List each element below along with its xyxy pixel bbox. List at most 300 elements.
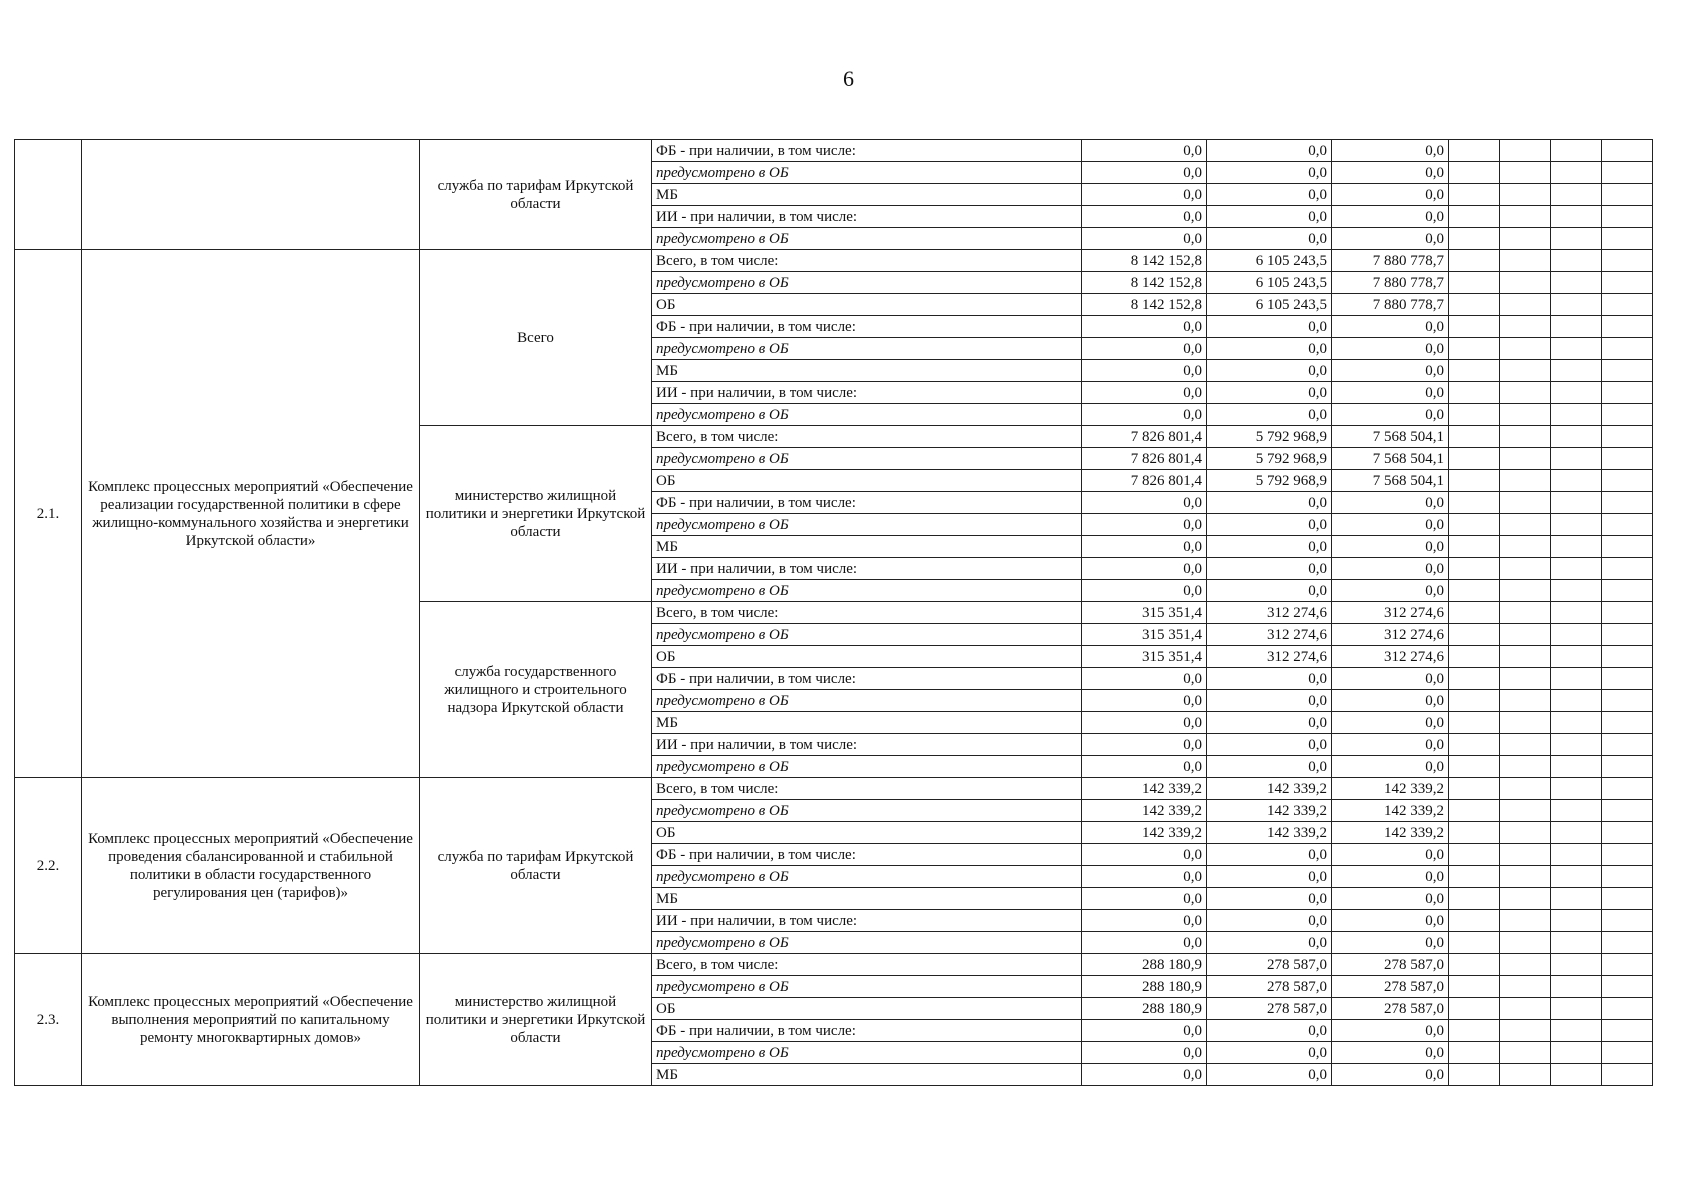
amount-cell: 0,0 [1082,712,1207,734]
amount-cell: 0,0 [1082,514,1207,536]
amount-cell: 5 792 968,9 [1207,470,1332,492]
empty-cell [1449,206,1500,228]
empty-cell [1602,932,1653,954]
amount-cell: 0,0 [1332,580,1449,602]
amount-cell: 6 105 243,5 [1207,294,1332,316]
amount-cell: 0,0 [1082,756,1207,778]
amount-cell: 0,0 [1332,228,1449,250]
amount-cell: 8 142 152,8 [1082,250,1207,272]
empty-cell [1500,602,1551,624]
empty-cell [1551,404,1602,426]
empty-cell [1500,382,1551,404]
empty-cell [1551,800,1602,822]
empty-cell [1551,492,1602,514]
empty-cell [1500,734,1551,756]
amount-cell: 0,0 [1082,492,1207,514]
empty-cell [1602,360,1653,382]
empty-cell [1551,536,1602,558]
empty-cell [1500,580,1551,602]
empty-cell [1449,624,1500,646]
amount-cell: 288 180,9 [1082,998,1207,1020]
funding-source-label: ИИ - при наличии, в том числе: [652,734,1082,756]
amount-cell: 0,0 [1332,690,1449,712]
amount-cell: 0,0 [1332,206,1449,228]
empty-cell [1449,822,1500,844]
amount-cell: 315 351,4 [1082,624,1207,646]
empty-cell [1500,492,1551,514]
funding-source-label: предусмотрено в ОБ [652,976,1082,998]
amount-cell: 0,0 [1332,404,1449,426]
amount-cell: 0,0 [1332,162,1449,184]
empty-cell [1500,778,1551,800]
empty-cell [1449,602,1500,624]
empty-cell [1500,866,1551,888]
amount-cell: 0,0 [1082,1064,1207,1086]
amount-cell: 0,0 [1332,756,1449,778]
empty-cell [1551,206,1602,228]
amount-cell: 5 792 968,9 [1207,426,1332,448]
empty-cell [1602,690,1653,712]
empty-cell [1602,1042,1653,1064]
amount-cell: 0,0 [1082,360,1207,382]
empty-cell [1500,206,1551,228]
empty-cell [1602,272,1653,294]
amount-cell: 278 587,0 [1332,998,1449,1020]
amount-cell: 142 339,2 [1207,800,1332,822]
empty-cell [1551,888,1602,910]
funding-source-label: предусмотрено в ОБ [652,800,1082,822]
amount-cell: 0,0 [1332,360,1449,382]
amount-cell: 0,0 [1082,734,1207,756]
amount-cell: 288 180,9 [1082,954,1207,976]
amount-cell: 0,0 [1082,910,1207,932]
empty-cell [1500,954,1551,976]
empty-cell [1449,250,1500,272]
funding-source-label: Всего, в том числе: [652,954,1082,976]
empty-cell [1602,866,1653,888]
amount-cell: 0,0 [1207,1020,1332,1042]
empty-cell [1602,844,1653,866]
empty-cell [1602,954,1653,976]
amount-cell: 8 142 152,8 [1082,272,1207,294]
empty-cell [1602,602,1653,624]
empty-cell [1500,250,1551,272]
empty-cell [1449,162,1500,184]
funding-source-label: предусмотрено в ОБ [652,866,1082,888]
empty-cell [1602,206,1653,228]
empty-cell [1449,998,1500,1020]
empty-cell [1602,734,1653,756]
empty-cell [1449,580,1500,602]
empty-cell [1602,404,1653,426]
empty-cell [1500,470,1551,492]
amount-cell: 312 274,6 [1332,624,1449,646]
empty-cell [1449,272,1500,294]
empty-cell [1602,800,1653,822]
empty-cell [1449,360,1500,382]
amount-cell: 142 339,2 [1207,822,1332,844]
amount-cell: 7 880 778,7 [1332,272,1449,294]
executor-cell: служба государственного жилищного и строительного надзора Иркутской области [420,602,652,778]
empty-cell [1500,272,1551,294]
empty-cell [1500,184,1551,206]
funding-source-label: МБ [652,184,1082,206]
table-body [15,140,1653,1086]
amount-cell: 7 826 801,4 [1082,470,1207,492]
empty-cell [1500,1042,1551,1064]
empty-cell [1449,646,1500,668]
empty-cell [1551,272,1602,294]
funding-source-label: ФБ - при наличии, в том числе: [652,316,1082,338]
empty-cell [1602,712,1653,734]
executor-cell: министерство жилищной политики и энергетики Иркутской области [420,954,652,1086]
funding-source-label: ИИ - при наличии, в том числе: [652,910,1082,932]
empty-cell [1449,294,1500,316]
amount-cell: 0,0 [1207,140,1332,162]
amount-cell: 0,0 [1332,888,1449,910]
empty-cell [1500,712,1551,734]
funding-source-label: ОБ [652,646,1082,668]
amount-cell: 0,0 [1207,536,1332,558]
amount-cell: 278 587,0 [1207,998,1332,1020]
empty-cell [1602,624,1653,646]
empty-cell [1449,426,1500,448]
amount-cell: 0,0 [1082,558,1207,580]
amount-cell: 0,0 [1207,514,1332,536]
table-row [15,954,1653,976]
empty-cell [1551,470,1602,492]
amount-cell: 278 587,0 [1207,954,1332,976]
empty-cell [1602,228,1653,250]
empty-cell [1500,536,1551,558]
amount-cell: 0,0 [1207,162,1332,184]
amount-cell: 0,0 [1207,360,1332,382]
amount-cell: 0,0 [1082,668,1207,690]
empty-cell [1551,976,1602,998]
amount-cell: 0,0 [1332,866,1449,888]
funding-source-label: предусмотрено в ОБ [652,756,1082,778]
funding-source-label: предусмотрено в ОБ [652,404,1082,426]
empty-cell [1551,866,1602,888]
empty-cell [1500,888,1551,910]
amount-cell: 0,0 [1082,184,1207,206]
amount-cell: 0,0 [1082,844,1207,866]
funding-source-label: предусмотрено в ОБ [652,690,1082,712]
empty-cell [1500,756,1551,778]
empty-cell [1551,998,1602,1020]
funding-source-label: Всего, в том числе: [652,602,1082,624]
amount-cell: 278 587,0 [1207,976,1332,998]
empty-cell [1602,250,1653,272]
empty-cell [1602,448,1653,470]
empty-cell [1551,756,1602,778]
empty-cell [1449,536,1500,558]
amount-cell: 0,0 [1082,162,1207,184]
amount-cell: 0,0 [1207,1064,1332,1086]
section-code-cell: 2.2. [15,778,82,954]
amount-cell: 0,0 [1207,492,1332,514]
amount-cell: 278 587,0 [1332,954,1449,976]
amount-cell: 0,0 [1082,888,1207,910]
funding-source-label: предусмотрено в ОБ [652,514,1082,536]
amount-cell: 312 274,6 [1332,602,1449,624]
amount-cell: 315 351,4 [1082,646,1207,668]
empty-cell [1500,976,1551,998]
amount-cell: 0,0 [1207,558,1332,580]
empty-cell [1551,140,1602,162]
funding-source-label: МБ [652,1064,1082,1086]
amount-cell: 0,0 [1332,492,1449,514]
empty-cell [1551,646,1602,668]
amount-cell: 142 339,2 [1082,778,1207,800]
empty-cell [1449,800,1500,822]
amount-cell: 7 880 778,7 [1332,250,1449,272]
amount-cell: 0,0 [1082,580,1207,602]
empty-cell [1449,866,1500,888]
empty-cell [1449,514,1500,536]
amount-cell: 0,0 [1207,690,1332,712]
empty-cell [1449,228,1500,250]
funding-source-label: МБ [652,888,1082,910]
empty-cell [1449,690,1500,712]
funding-source-label: ОБ [652,998,1082,1020]
funding-source-label: предусмотрено в ОБ [652,624,1082,646]
amount-cell: 0,0 [1332,514,1449,536]
empty-cell [1500,646,1551,668]
amount-cell: 312 274,6 [1207,624,1332,646]
funding-source-label: Всего, в том числе: [652,778,1082,800]
amount-cell: 0,0 [1332,1064,1449,1086]
executor-cell: Всего [420,250,652,426]
empty-cell [1602,646,1653,668]
section-name-cell [82,140,420,250]
empty-cell [1551,1042,1602,1064]
table-row [15,778,1653,800]
amount-cell: 0,0 [1082,404,1207,426]
empty-cell [1500,624,1551,646]
amount-cell: 0,0 [1332,712,1449,734]
empty-cell [1551,1020,1602,1042]
empty-cell [1500,338,1551,360]
funding-source-label: предусмотрено в ОБ [652,932,1082,954]
empty-cell [1449,954,1500,976]
amount-cell: 142 339,2 [1082,800,1207,822]
empty-cell [1500,360,1551,382]
executor-cell: служба по тарифам Иркутской области [420,140,652,250]
empty-cell [1551,448,1602,470]
amount-cell: 0,0 [1207,866,1332,888]
empty-cell [1449,910,1500,932]
empty-cell [1602,184,1653,206]
empty-cell [1449,558,1500,580]
funding-source-label: ФБ - при наличии, в том числе: [652,1020,1082,1042]
section-code-cell: 2.3. [15,954,82,1086]
empty-cell [1602,888,1653,910]
amount-cell: 0,0 [1207,888,1332,910]
amount-cell: 0,0 [1332,382,1449,404]
section-name-cell: Комплекс процессных мероприятий «Обеспечение проведения сбалансированной и стабильной политики в области государственного регулирования цен (тарифов)» [82,778,420,954]
empty-cell [1602,162,1653,184]
amount-cell: 0,0 [1082,1020,1207,1042]
funding-source-label: ФБ - при наличии, в том числе: [652,668,1082,690]
funding-source-label: предусмотрено в ОБ [652,580,1082,602]
amount-cell: 0,0 [1207,1042,1332,1064]
empty-cell [1551,360,1602,382]
amount-cell: 0,0 [1207,932,1332,954]
funding-source-label: МБ [652,536,1082,558]
empty-cell [1551,624,1602,646]
empty-cell [1500,932,1551,954]
funding-source-label: ИИ - при наличии, в том числе: [652,382,1082,404]
amount-cell: 0,0 [1332,140,1449,162]
amount-cell: 0,0 [1332,910,1449,932]
empty-cell [1449,756,1500,778]
empty-cell [1602,998,1653,1020]
executor-cell: министерство жилищной политики и энергетики Иркутской области [420,426,652,602]
empty-cell [1551,1064,1602,1086]
funding-source-label: Всего, в том числе: [652,250,1082,272]
amount-cell: 288 180,9 [1082,976,1207,998]
empty-cell [1449,1064,1500,1086]
amount-cell: 0,0 [1332,734,1449,756]
empty-cell [1449,140,1500,162]
empty-cell [1551,514,1602,536]
amount-cell: 7 880 778,7 [1332,294,1449,316]
funding-source-label: ИИ - при наличии, в том числе: [652,558,1082,580]
section-code-cell: 2.1. [15,250,82,778]
amount-cell: 0,0 [1082,1042,1207,1064]
empty-cell [1551,184,1602,206]
empty-cell [1551,602,1602,624]
empty-cell [1551,734,1602,756]
funding-source-label: ОБ [652,470,1082,492]
amount-cell: 142 339,2 [1332,822,1449,844]
empty-cell [1551,932,1602,954]
amount-cell: 0,0 [1332,932,1449,954]
funding-source-label: МБ [652,360,1082,382]
empty-cell [1449,888,1500,910]
empty-cell [1602,316,1653,338]
empty-cell [1449,712,1500,734]
empty-cell [1449,734,1500,756]
section-name-cell: Комплекс процессных мероприятий «Обеспечение выполнения мероприятий по капитальному ремонту многоквартирных домов» [82,954,420,1086]
funding-source-label: Всего, в том числе: [652,426,1082,448]
empty-cell [1449,1042,1500,1064]
empty-cell [1602,514,1653,536]
empty-cell [1551,778,1602,800]
funding-source-label: предусмотрено в ОБ [652,338,1082,360]
funding-source-label: ОБ [652,822,1082,844]
empty-cell [1551,822,1602,844]
empty-cell [1449,404,1500,426]
amount-cell: 8 142 152,8 [1082,294,1207,316]
empty-cell [1551,382,1602,404]
amount-cell: 142 339,2 [1332,800,1449,822]
empty-cell [1500,998,1551,1020]
amount-cell: 7 568 504,1 [1332,448,1449,470]
executor-cell: служба по тарифам Иркутской области [420,778,652,954]
empty-cell [1449,976,1500,998]
empty-cell [1551,250,1602,272]
funding-source-label: ФБ - при наличии, в том числе: [652,492,1082,514]
amount-cell: 7 826 801,4 [1082,448,1207,470]
empty-cell [1602,426,1653,448]
amount-cell: 0,0 [1082,228,1207,250]
empty-cell [1449,184,1500,206]
empty-cell [1449,1020,1500,1042]
table-row [15,250,1653,272]
empty-cell [1551,690,1602,712]
empty-cell [1449,932,1500,954]
empty-cell [1500,426,1551,448]
empty-cell [1500,844,1551,866]
funding-source-label: предусмотрено в ОБ [652,272,1082,294]
empty-cell [1602,976,1653,998]
amount-cell: 0,0 [1207,910,1332,932]
amount-cell: 0,0 [1207,668,1332,690]
funding-source-label: ФБ - при наличии, в том числе: [652,140,1082,162]
amount-cell: 0,0 [1332,844,1449,866]
empty-cell [1500,140,1551,162]
empty-cell [1602,910,1653,932]
section-code-cell [15,140,82,250]
empty-cell [1551,844,1602,866]
funding-source-label: МБ [652,712,1082,734]
empty-cell [1551,228,1602,250]
amount-cell: 6 105 243,5 [1207,272,1332,294]
amount-cell: 0,0 [1332,1042,1449,1064]
empty-cell [1500,316,1551,338]
amount-cell: 0,0 [1207,580,1332,602]
amount-cell: 0,0 [1082,206,1207,228]
empty-cell [1602,536,1653,558]
amount-cell: 6 105 243,5 [1207,250,1332,272]
empty-cell [1551,580,1602,602]
table-row [15,140,1653,162]
amount-cell: 7 568 504,1 [1332,426,1449,448]
empty-cell [1551,954,1602,976]
page-number: 6 [843,66,854,91]
amount-cell: 0,0 [1207,382,1332,404]
empty-cell [1500,800,1551,822]
empty-cell [1602,294,1653,316]
empty-cell [1602,470,1653,492]
amount-cell: 0,0 [1332,184,1449,206]
amount-cell: 0,0 [1082,690,1207,712]
amount-cell: 7 826 801,4 [1082,426,1207,448]
amount-cell: 5 792 968,9 [1207,448,1332,470]
funding-source-label: ИИ - при наличии, в том числе: [652,206,1082,228]
amount-cell: 312 274,6 [1207,602,1332,624]
empty-cell [1551,558,1602,580]
funding-source-label: предусмотрено в ОБ [652,162,1082,184]
empty-cell [1500,1020,1551,1042]
amount-cell: 0,0 [1332,338,1449,360]
empty-cell [1551,316,1602,338]
amount-cell: 0,0 [1207,338,1332,360]
empty-cell [1602,822,1653,844]
amount-cell: 278 587,0 [1332,976,1449,998]
amount-cell: 0,0 [1207,184,1332,206]
amount-cell: 142 339,2 [1082,822,1207,844]
empty-cell [1500,294,1551,316]
empty-cell [1500,162,1551,184]
empty-cell [1602,140,1653,162]
empty-cell [1500,448,1551,470]
empty-cell [1500,228,1551,250]
empty-cell [1602,492,1653,514]
amount-cell: 0,0 [1207,844,1332,866]
